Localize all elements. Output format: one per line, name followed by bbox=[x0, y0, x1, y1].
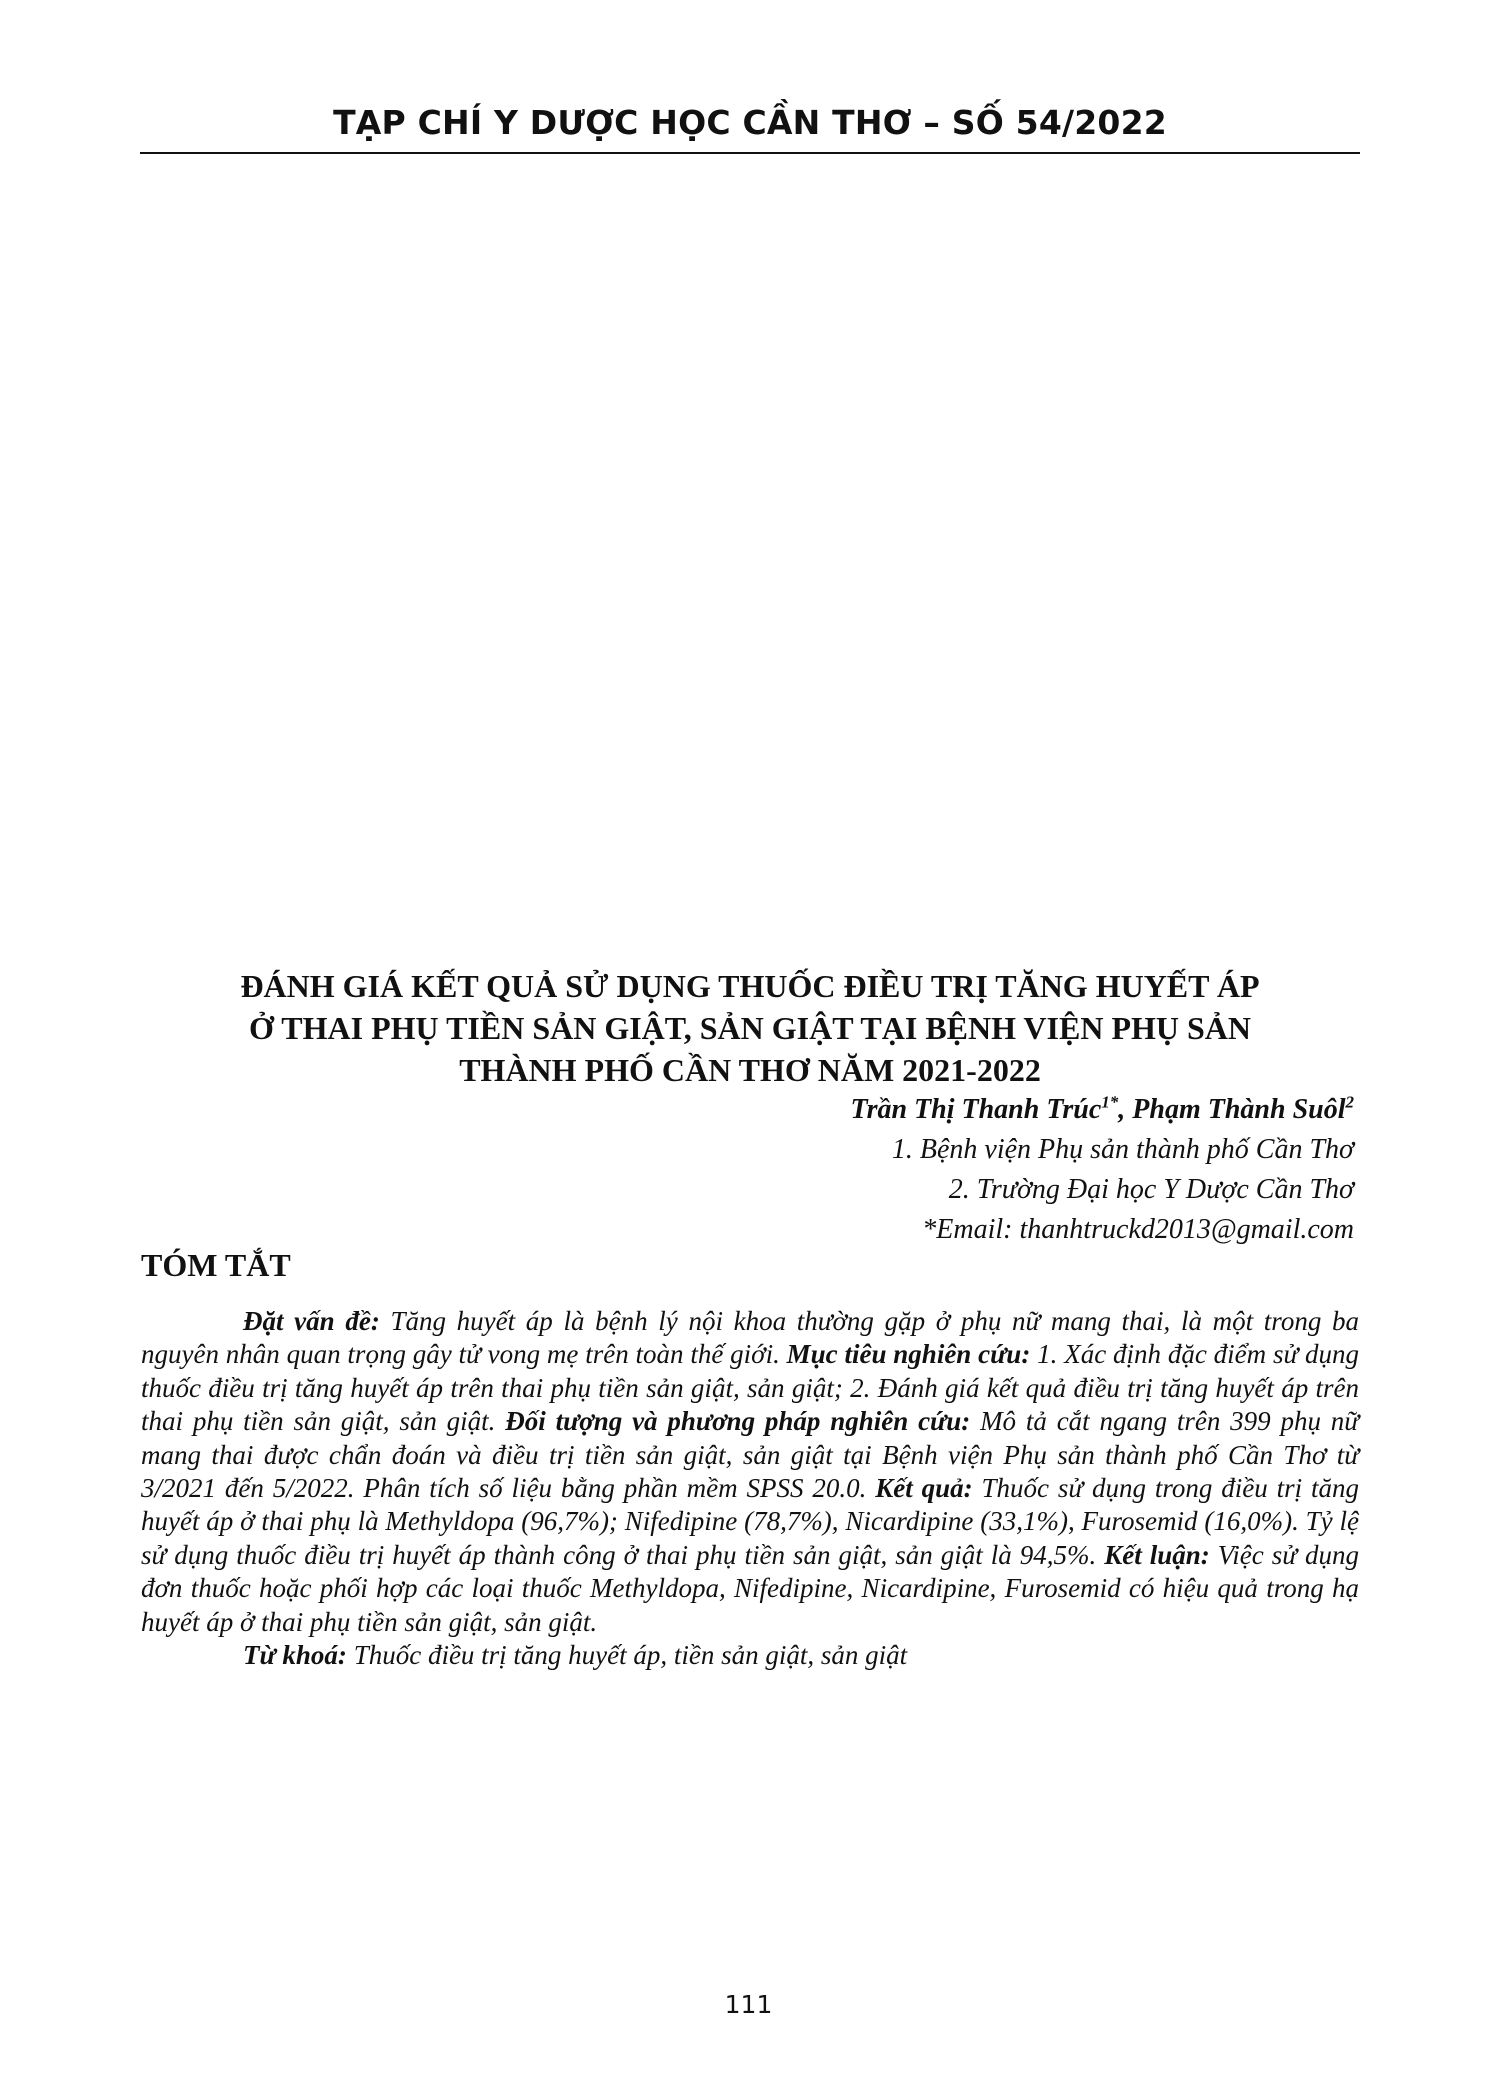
abstract-label-results: Kết quả: bbox=[875, 1473, 973, 1504]
abstract-label-objectives: Mục tiêu nghiên cứu: bbox=[786, 1339, 1031, 1370]
journal-header: TẠP CHÍ Y DƯỢC HỌC CẦN THƠ – SỐ 54/2022 bbox=[333, 103, 1167, 142]
abstract-paragraph bbox=[141, 1305, 1359, 1639]
affiliation: 2. Trường Đại học Y Dược Cần Thơ bbox=[948, 1174, 1354, 1205]
abstract-label-background: Đặt vấn đề: bbox=[243, 1306, 380, 1336]
page-number: 111 bbox=[724, 1990, 773, 2019]
abstract-text-objectives: 1. Xác định đặc điểm sử dụng thuốc điều trị tăng huyết áp trên thai phụ tiền sản giật, sản giật; 2. Đánh giá kết quả điều trị tăng huyết áp trên thai phụ tiền sản giật, sản giật. bbox=[141, 1339, 1359, 1437]
keywords-text: Thuốc điều trị tăng huyết áp, tiền sản giật, sản giật bbox=[346, 1640, 908, 1671]
abstract-text-background: Tăng huyết áp là bệnh lý nội khoa thường gặp ở phụ nữ mang thai, là một trong ba nguyên nhân quan trọng gây tử vong mẹ trên toàn thế giới. bbox=[141, 1306, 1359, 1370]
author-affiliation-mark: 1* bbox=[1101, 1092, 1119, 1112]
author-names bbox=[454, 1090, 1354, 1130]
abstract-text-conclusion: Việc sử dụng đơn thuốc hoặc phối hợp các loại thuốc Methyldopa, Nifedipine, Nicardipine, Furosemid có hiệu quả trong hạ huyết áp ở thai phụ tiền sản giật, sản giật. bbox=[141, 1539, 1359, 1637]
abstract-label-conclusion: Kết luận: bbox=[1104, 1539, 1210, 1570]
title-line: Ở THAI PHỤ TIỀN SẢN GIẬT, SẢN GIẬT TẠI BỆNH VIỆN PHỤ SẢN bbox=[248, 1010, 1251, 1046]
author-name: Trần Thị Thanh Trúc bbox=[850, 1094, 1102, 1125]
title-line: ĐÁNH GIÁ KẾT QUẢ SỬ DỤNG THUỐC ĐIỀU TRỊ TĂNG HUYẾT ÁP bbox=[240, 968, 1260, 1004]
abstract-body bbox=[141, 1305, 1359, 1672]
header-rule bbox=[140, 152, 1360, 154]
author-name: Phạm Thành Suôl bbox=[1132, 1094, 1346, 1125]
author-affiliation-mark: 2 bbox=[1345, 1092, 1354, 1112]
keywords-label: Từ khoá: bbox=[243, 1640, 347, 1671]
keywords-paragraph bbox=[141, 1639, 1359, 1672]
affiliation: 1. Bệnh viện Phụ sản thành phố Cần Thơ bbox=[891, 1134, 1354, 1165]
article-title bbox=[150, 965, 1350, 1091]
abstract-text-methods: Mô tả cắt ngang trên 399 phụ nữ mang thai được chẩn đoán và điều trị tiền sản giật, sản giật tại Bệnh viện Phụ sản thành phố Cần Thơ từ 3/2021 đến 5/2022. Phân tích số liệu bằng phần mềm SPSS 20.0. bbox=[141, 1406, 1359, 1504]
abstract-label-methods: Đối tượng và phương pháp nghiên cứu: bbox=[505, 1406, 971, 1437]
author-separator: , bbox=[1118, 1094, 1133, 1125]
author-block bbox=[454, 1090, 1354, 1250]
contact-email: *Email: thanhtruckd2013@gmail.com bbox=[922, 1214, 1354, 1245]
abstract-heading: TÓM TẮT bbox=[141, 1247, 291, 1283]
title-line: THÀNH PHỐ CẦN THƠ NĂM 2021-2022 bbox=[459, 1052, 1041, 1088]
abstract-text-results: Thuốc sử dụng trong điều trị tăng huyết áp ở thai phụ là Methyldopa (96,7%); Nifedipine (78,7%), Nicardipine (33,1%), Furosemid (16,0%). Tỷ lệ sử dụng thuốc điều trị huyết áp thành công ở thai phụ tiền sản giật, sản giật là 94,5%. bbox=[141, 1473, 1359, 1570]
